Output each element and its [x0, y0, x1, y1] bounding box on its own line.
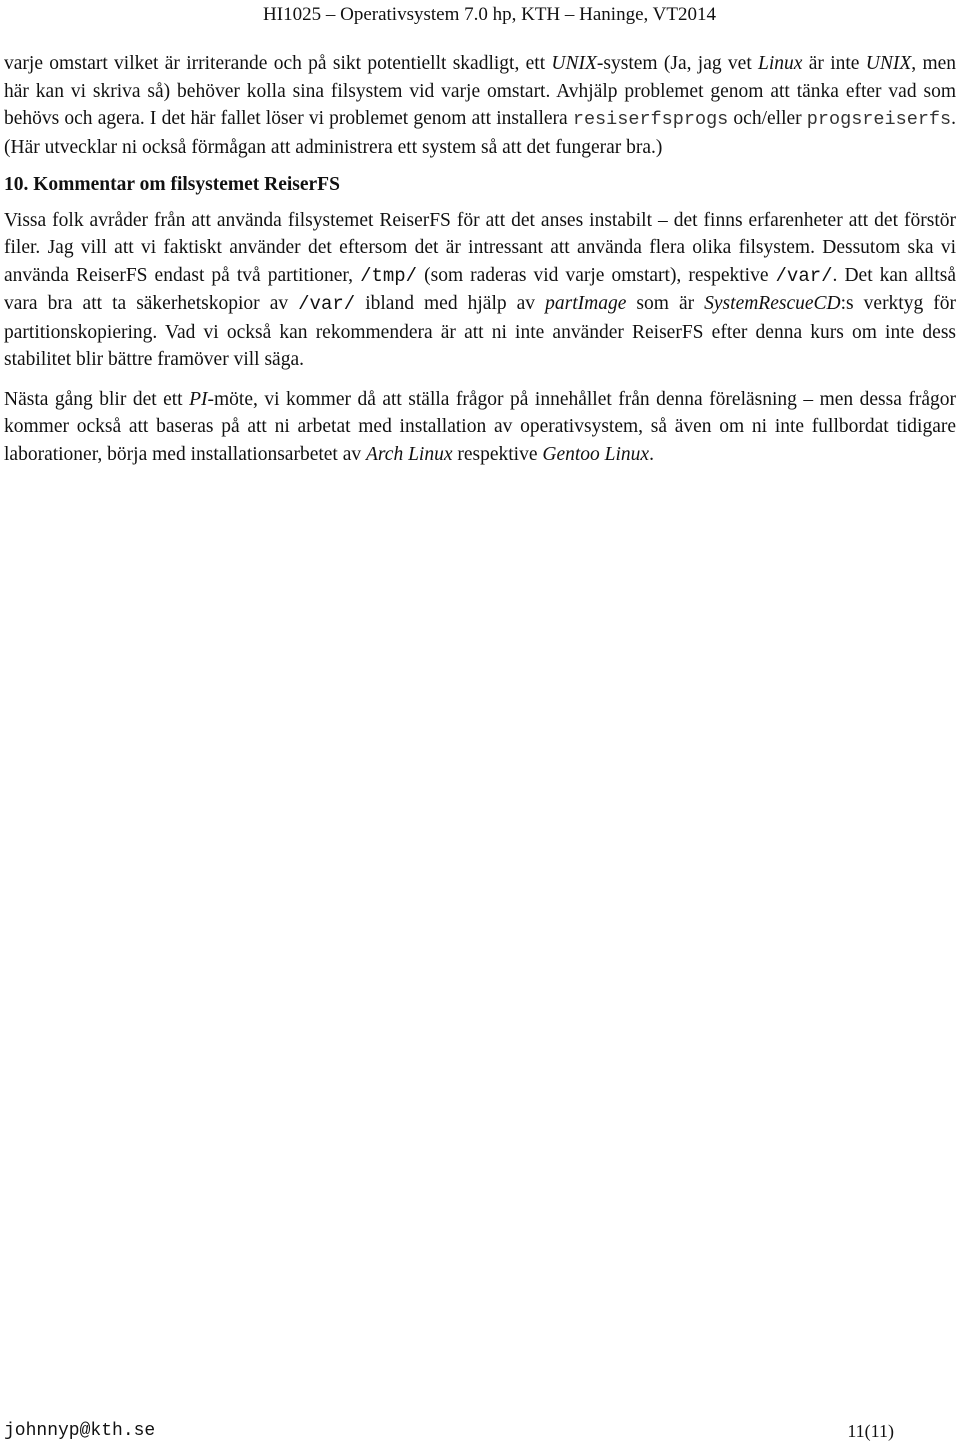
code-tmp: /tmp/: [360, 264, 418, 287]
code-progsreiserfs: progsreiserfs: [806, 109, 952, 130]
section-heading-reiserfs: 10. Kommentar om filsystemet ReiserFS: [4, 174, 340, 195]
paragraph-reiserfs: Vissa folk avråder från att använda filsystemet ReiserFS för att det anses instabilt – det finns erfarenheter att det förstör filer. Jag vill att vi faktiskt använder det eftersom det är intressant att använda flera olika filsystem. Dessutom ska vi använda ReiserFS endast på två partitioner, /tmp/ (som raderas vid varje omstart), respektive /var/. Det kan alltså vara bra att ta säkerhetskopior av /var/ ibland med hjälp av partImage som är SystemRescueCD:s verktyg för partitionskopiering. Vad vi också kan rekommendera är att ni inte använder ReiserFS efter denna kurs om inte dess stabilitet blir bättre framöver vill säga.: [4, 209, 957, 370]
code-var-backup: /var/: [298, 293, 356, 315]
paragraph-next-meeting: Nästa gång blir det ett PI-möte, vi kommer då att ställa frågor på innehållet från denna föreläsning – men dessa frågor kommer också att baseras på att ni arbetat med installation av operativsystem, så även om ni inte fullbordat tidigare laborationer, börja med installationsarbetet av Arch Linux respektive Gentoo Linux.: [4, 388, 957, 465]
code-resiserfsprogs: resiserfsprogs: [572, 109, 729, 130]
paragraph-fsck: varje omstart vilket är irriterande och på sikt potentiellt skadligt, ett UNIX-system (Ja, jag vet Linux är inte UNIX, men här kan vi skriva så) behöver kolla sina filsystem vid varje omstart. Avhjälp problemet genom att tänka efter vad som behövs och agera. I det här fallet löser vi problemet genom att installera resiserfsprogs och/eller progsreiserfs. (Här utvecklar ni också förmågan att administrera ett system så att det fungerar bra.): [4, 53, 957, 158]
code-var: /var/: [775, 264, 833, 287]
running-header: HI1025 – Operativsystem 7.0 hp, KTH – Haninge, VT2014: [263, 4, 716, 25]
footer-page-number: 11(11): [847, 1421, 894, 1441]
footer-email: johnnyp@kth.se: [4, 1421, 156, 1441]
document-body: [4, 50, 956, 468]
